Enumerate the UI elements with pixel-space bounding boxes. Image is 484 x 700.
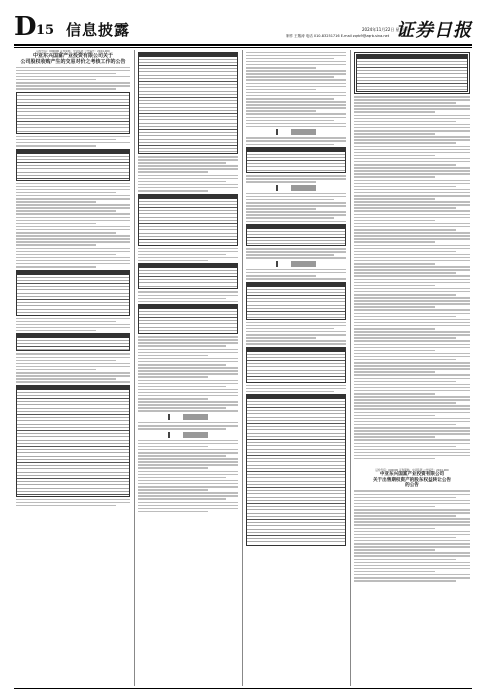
article-headline: [354, 472, 470, 489]
data-table: [138, 194, 238, 246]
formula: [138, 432, 238, 438]
headline-line-1: 中亚东兴国富产业投资有限公司关于: [32, 53, 113, 59]
data-table: [246, 394, 346, 546]
data-table: [246, 224, 346, 246]
data-table: [16, 149, 130, 181]
formula: [138, 414, 238, 420]
masthead-rule-thin: [14, 47, 472, 48]
column-divider: [242, 50, 243, 686]
data-table: [138, 304, 238, 334]
data-table: [138, 52, 238, 154]
page-number: 15: [36, 23, 55, 38]
masthead: [14, 14, 472, 44]
column-2: [138, 50, 238, 686]
newspaper-logo: 证券日报: [396, 20, 472, 41]
notice-box: [354, 52, 470, 94]
masthead-rule: [14, 44, 472, 46]
headline-line-2: 关于出售期权资产的股东权益转让公告: [372, 477, 452, 483]
data-table: [16, 92, 130, 134]
data-table: [16, 385, 130, 497]
data-table: [246, 347, 346, 383]
date-line: 2024年11月22日 星期四: [362, 27, 408, 32]
contact-line: 制作 王敬涛 电话 010-83251716 E-mail zqrb9@zqrb.sina.net: [286, 34, 390, 38]
stock-line: 证券代码：000000 证券简称：中亚集团 公告编号：2024-000: [36, 50, 110, 53]
section-title: 信息披露: [66, 21, 131, 39]
column-1: [16, 50, 130, 686]
column-4: [354, 50, 470, 686]
article-headline: [16, 53, 130, 65]
headline-line-1: 中亚东兴国富产业投资有限公司: [379, 472, 445, 478]
footer-rule: [14, 688, 472, 689]
data-table: [138, 263, 238, 289]
data-table: [16, 270, 130, 316]
data-table: [356, 54, 468, 92]
section-letter: D: [14, 12, 37, 42]
headline-line-3: 的公告: [405, 483, 419, 489]
data-table: [246, 147, 346, 173]
data-table: [16, 333, 130, 351]
formula: [246, 129, 346, 135]
headline-line-2: 公司股权收购产生的交易对价之考核工作的公告: [20, 59, 126, 65]
formula: [246, 185, 346, 191]
stock-line: 证券代码：000000 证券简称：中亚集团 公告编号：2024-000: [375, 469, 449, 473]
data-table: [246, 282, 346, 320]
column-divider: [134, 50, 135, 686]
column-3: [246, 50, 346, 686]
formula: [246, 261, 346, 267]
column-divider: [350, 50, 351, 686]
